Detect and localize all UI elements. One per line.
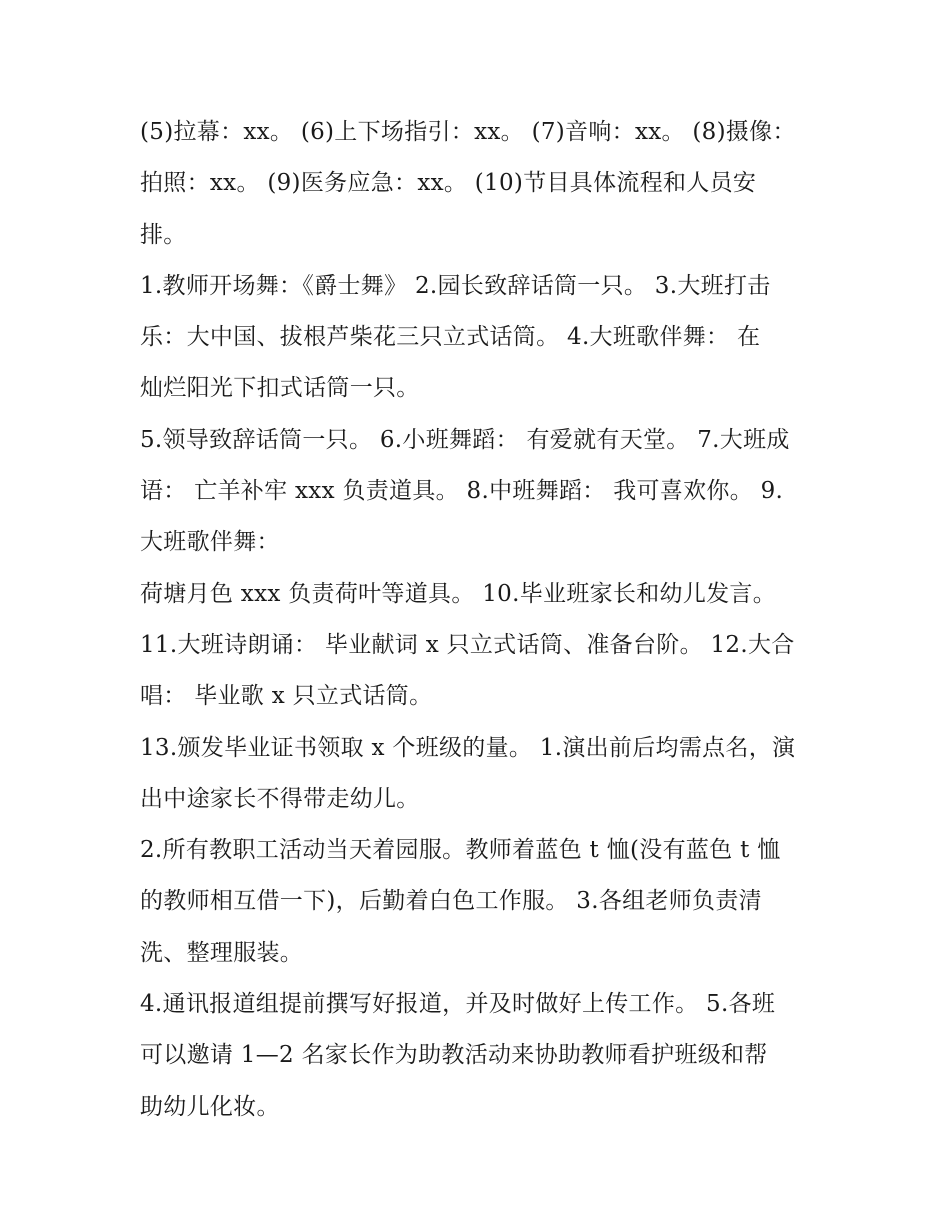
text-line: 拍照：xx。 (9)医务应急：xx。 (10)节目具体流程和人员安	[140, 170, 757, 197]
text-line: 11.大班诗朗诵： 毕业献词 x 只立式话筒、准备台阶。 12.大合	[140, 631, 795, 658]
text-line: 排。	[140, 221, 187, 248]
text-line: 4.通讯报道组提前撰写好报道，并及时做好上传工作。 5.各班	[140, 991, 776, 1018]
text-line: 的教师相互借一下)，后勤着白色工作服。 3.各组老师负责清	[140, 888, 762, 915]
text-line: 灿烂阳光下扣式话筒一只。	[140, 375, 420, 402]
text-line: 1.教师开场舞：《爵士舞》 2.园长致辞话筒一只。 3.大班打击	[140, 272, 771, 299]
text-line: 大班歌伴舞：	[140, 529, 280, 556]
text-line: 唱： 毕业歌 x 只立式话筒。	[140, 683, 433, 710]
text-line: 语： 亡羊补牢 xxx 负责道具。 8.中班舞蹈： 我可喜欢你。 9.	[140, 478, 784, 505]
text-line: 洗、整理服装。	[140, 939, 304, 966]
document-body	[140, 110, 820, 1136]
text-line: 出中途家长不得带走幼儿。	[140, 785, 420, 812]
text-line: 5.领导致辞话筒一只。 6.小班舞蹈： 有爱就有天堂。 7.大班成	[140, 426, 790, 453]
text-line: 2.所有教职工活动当天着园服。教师着蓝色 t 恤(没有蓝色 t 恤	[140, 837, 781, 864]
text-line: 荷塘月色 xxx 负责荷叶等道具。 10.毕业班家长和幼儿发言。	[140, 580, 777, 607]
text-line: (5)拉幕：xx。 (6)上下场指引：xx。 (7)音响：xx。 (8)摄像：	[140, 119, 796, 145]
text-line: 可以邀请 1—2 名家长作为助教活动来协助教师看护班级和帮	[140, 1042, 768, 1069]
text-line: 乐：大中国、拔根芦柴花三只立式话筒。 4.大班歌伴舞： 在	[140, 324, 761, 351]
text-line: 助幼儿化妆。	[140, 1093, 280, 1120]
text-line: 13.颁发毕业证书领取 x 个班级的量。 1.演出前后均需点名，演	[140, 734, 796, 761]
